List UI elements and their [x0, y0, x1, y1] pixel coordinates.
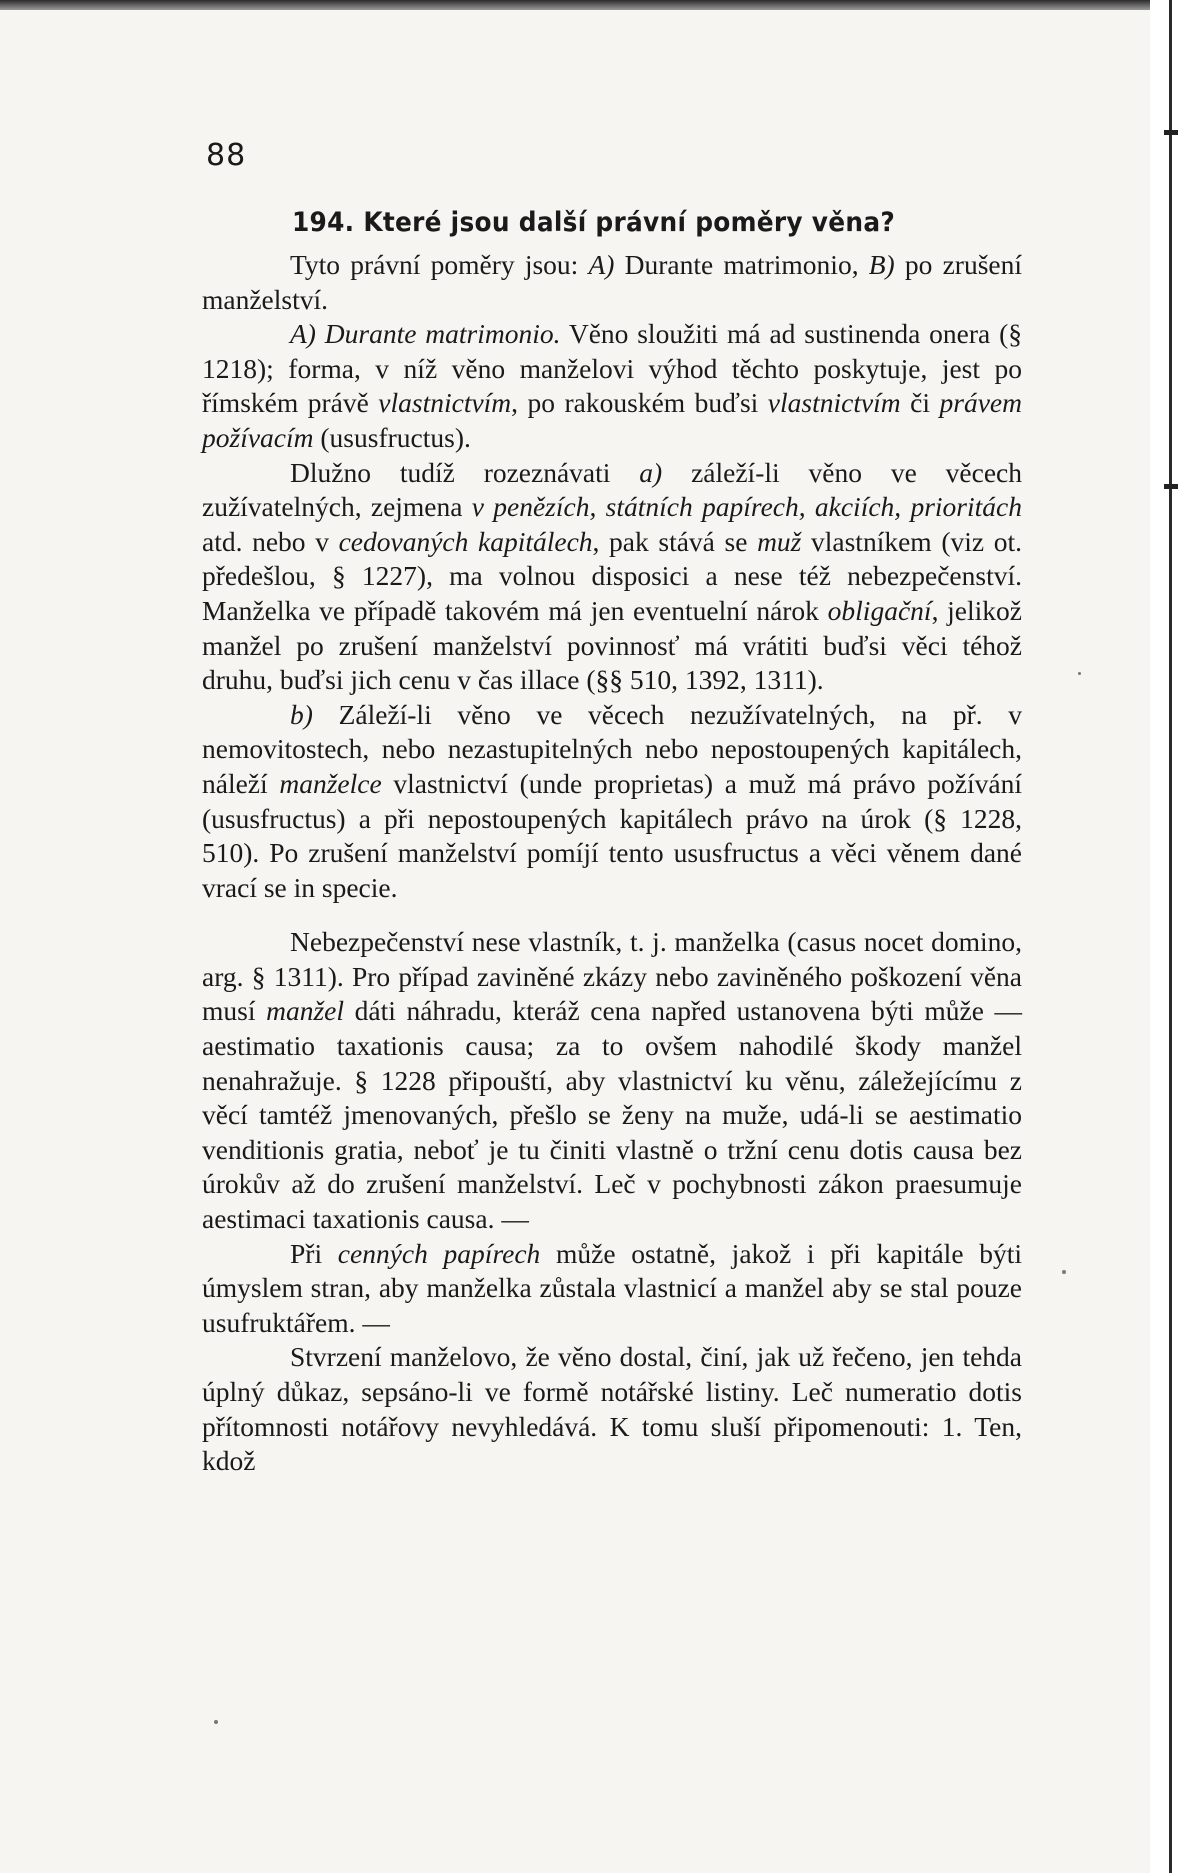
italic-run: cedovaných kapitálech [338, 525, 593, 557]
scan-speck [1062, 1270, 1066, 1274]
italic-run: B) [868, 249, 895, 280]
text-run: po zrušení manželství. [202, 249, 1022, 315]
text-run: vlastnictví (unde proprietas) a muž má právo požívání (ususfructus) a při nepostoupených kapitálech právo na úrok (§ 1228, 510). Po zrušení manželství pomíjí tento ususfructus a věci věnem dané vrací se in specie. [202, 767, 1022, 903]
scan-top-border [0, 0, 1150, 10]
body-text [202, 248, 1022, 1479]
text-run: Dlužno tudíž rozeznávati [290, 456, 640, 488]
text-run: (ususfructus). [313, 421, 471, 453]
italic-run: cenných papírech [337, 1237, 541, 1269]
italic-run: vlastnictvím [378, 387, 512, 419]
paragraph-5 [202, 925, 1022, 1236]
text-run: může ostatně, jakož i při kapitále býti úmyslem stran, aby manželka zůstala vlastnicí a manžel aby se stal pouze usufruktářem. — [202, 1237, 1023, 1338]
italic-run: muž [757, 525, 802, 557]
italic-run: v penězích, státních papírech, akciích, prioritách [471, 491, 1022, 523]
text-run: Nebezpečenství nese vlastník, t. j. manželka (casus nocet domino, arg. § 1311). Pro případ zaviněné zkázy nebo zaviněného poškození věna musí [202, 926, 1022, 1027]
text-run: Tyto právní poměry jsou: [290, 249, 589, 280]
text-run: Věno sloužiti má ad sustinenda onera (§ 1218); forma, v níž věno manželovi výhod těchto poskytuje, jest po římském právě [202, 318, 1022, 419]
text-run: dáti náhradu, kteráž cena napřed ustanovena býti může — aestimatio taxationis causa; za to ovšem nahodilé škody manžel nenahražuje. § 1228 připouští, aby vlastnictví ku věnu, záležejícímu z věcí tamtéž jmenovaných, přešlo se ženy na muže, udá-li se aestimatio venditionis gratia, neboť je tu činiti vlastně o tržní cenu dotis causa bez úrokův až do zrušení manželství. Leč v pochybnosti zákon praesumuje aestimaci taxationis causa. — [202, 995, 1023, 1235]
italic-run: právem požívacím [202, 387, 1022, 453]
question-heading: 194. Které jsou další právní poměry věna? [292, 207, 896, 238]
text-run: atd. nebo v [202, 525, 339, 557]
text-run: Při [290, 1237, 338, 1269]
binding-line [1169, 0, 1172, 1873]
text-run: Durante matrimonio, [614, 249, 869, 280]
binding-mark [1164, 130, 1178, 135]
text-run: Záleží-li věno ve věcech nezužívatelných, na př. v nemovitostech, nebo nezastupitelných nebo nepostoupených kapitálech, náleží [202, 698, 1022, 799]
italic-run: A) Durante matrimonio. [290, 318, 561, 350]
scan-speck [214, 1720, 218, 1724]
paragraph-3 [202, 456, 1022, 698]
paragraph-4 [202, 698, 1022, 906]
italic-run: b) [290, 698, 313, 730]
italic-run: vlastnictvím [767, 387, 901, 419]
text-run: , pak stává se [592, 525, 758, 557]
text-run: záleží-li věno ve věcech zužívatelných, zejmena [202, 456, 1022, 523]
text-run: či [900, 387, 940, 419]
paragraph-2 [202, 317, 1022, 455]
page-number: 88 [206, 138, 247, 173]
italic-run: A) [588, 249, 615, 280]
paragraph-6 [202, 1237, 1022, 1341]
text-run: , jelikož manžel po zrušení manželství povinnosť má vrátiti buďsi věci téhož druhu, buďsi jich cenu v čas illace (§§ 510, 1392, 1311). [202, 594, 1022, 696]
text-run: Stvrzení manželovo, že věno dostal, činí, jak už řečeno, jen tehda úplný důkaz, sepsáno-li ve formě notářské listiny. Leč numeratio dotis přítomnosti notářovy nevyhledává. K tomu sluší připomenouti: 1. Ten, kdož [202, 1341, 1022, 1477]
paragraph-7 [202, 1340, 1022, 1478]
italic-run: manžel [266, 995, 345, 1027]
text-run: , po rakouském buďsi [511, 387, 768, 419]
scan-speck [1078, 672, 1081, 675]
paragraph-1 [202, 248, 1022, 317]
binding-mark [1164, 484, 1178, 489]
italic-run: a) [639, 456, 663, 488]
text-run: vlastníkem (viz ot. předešlou, § 1227), ma volnou disposici a nese též nebezpečenství. Manželka ve případě takovém má jen eventuelní nárok [202, 525, 1022, 626]
italic-run: obligační [827, 594, 932, 626]
italic-run: manželce [279, 767, 382, 799]
